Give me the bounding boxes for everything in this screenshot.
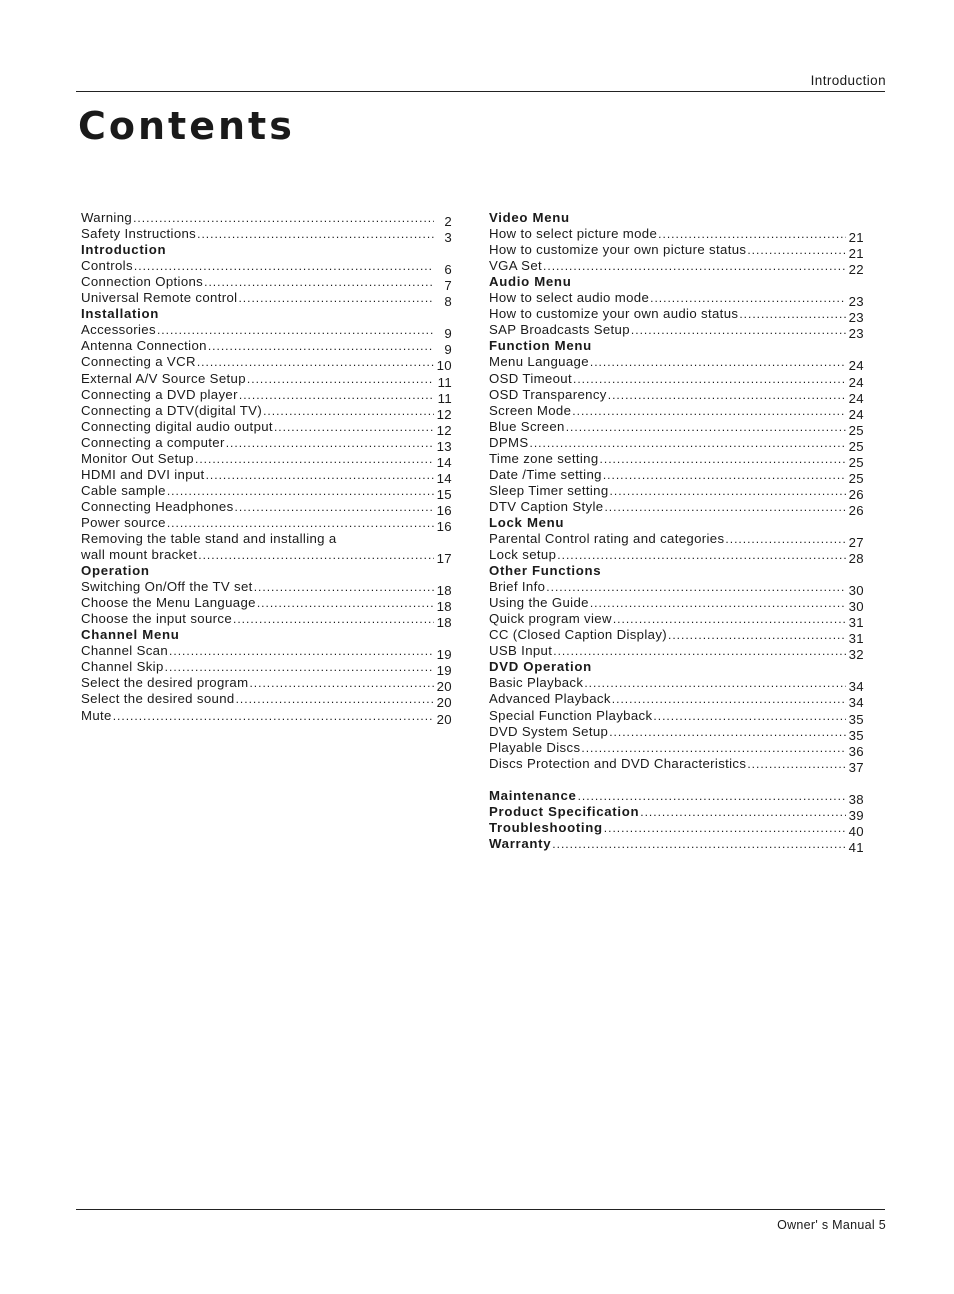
toc-entry[interactable]	[81, 418, 452, 438]
toc-entry-label: OSD Timeout	[489, 370, 572, 386]
toc-entry-label: Channel Skip	[81, 659, 164, 675]
toc-entry-label: DPMS	[489, 434, 529, 450]
toc-page-number: 12	[436, 406, 452, 422]
toc-section-heading	[489, 659, 864, 675]
toc-entry-label: Product Specification	[489, 803, 640, 819]
toc-dot-leader	[725, 533, 846, 547]
toc-entry-label: How to customize your own audio status	[489, 306, 739, 322]
toc-entry[interactable]	[81, 386, 452, 406]
toc-dot-leader	[653, 710, 846, 724]
toc-dot-leader	[581, 742, 846, 756]
toc-dot-leader	[198, 549, 434, 563]
toc-entry-label: Switching On/Off the TV set	[81, 579, 253, 595]
toc-page-number: 7	[444, 278, 452, 294]
toc-page-number: 30	[848, 599, 864, 615]
toc-entry-label: Monitor Out Setup	[81, 450, 194, 466]
toc-entry[interactable]	[489, 627, 864, 647]
toc-entry-label: SAP Broadcasts Setup	[489, 322, 630, 338]
toc-entry[interactable]	[489, 723, 864, 743]
toc-entry-label: Blue Screen	[489, 418, 565, 434]
toc-dot-leader	[169, 645, 434, 659]
toc-entry[interactable]	[489, 803, 864, 823]
toc-entry[interactable]	[489, 354, 864, 374]
toc-entry[interactable]	[489, 643, 864, 663]
toc-entry-label: Maintenance	[489, 787, 577, 803]
toc-entry-label: Lock setup	[489, 547, 557, 563]
toc-entry-label: HDMI and DVI input	[81, 466, 205, 482]
toc-spacer	[489, 772, 864, 788]
toc-entry-label: Power source	[81, 514, 166, 530]
toc-dot-leader	[133, 212, 434, 226]
toc-dot-leader	[600, 453, 846, 467]
toc-entry-label: Warranty	[489, 835, 552, 851]
toc-entry[interactable]	[81, 643, 452, 663]
toc-dot-leader	[590, 597, 846, 611]
toc-section-label: Introduction	[81, 242, 167, 258]
toc-page-number: 2	[444, 214, 452, 230]
toc-page-number: 23	[848, 294, 864, 310]
toc-entry-label: Connecting a computer	[81, 434, 225, 450]
toc-entry[interactable]	[81, 659, 452, 679]
toc-dot-leader	[613, 613, 846, 627]
toc-page-number: 19	[436, 647, 452, 663]
toc-entry-label: Discs Protection and DVD Characteristics	[489, 755, 747, 771]
toc-entry-label: Advanced Playback	[489, 691, 611, 707]
toc-entry[interactable]	[489, 226, 864, 246]
toc-entry-label: Brief Info	[489, 579, 546, 595]
toc-entry-label: How to select picture mode	[489, 226, 658, 242]
toc-dot-leader	[590, 356, 846, 370]
toc-entry[interactable]	[81, 611, 452, 631]
toc-dot-leader	[263, 405, 434, 419]
toc-page-number: 3	[444, 230, 452, 246]
toc-dot-leader	[553, 645, 846, 659]
toc-page-number: 12	[436, 422, 452, 438]
toc-page-number: 20	[436, 711, 452, 727]
toc-page-number: 9	[444, 326, 452, 342]
toc-page-number: 26	[848, 486, 864, 502]
toc-entry-label: Quick program view	[489, 611, 612, 627]
toc-entry[interactable]	[489, 691, 864, 711]
toc-page-number: 18	[436, 583, 452, 599]
toc-entry[interactable]	[489, 386, 864, 406]
toc-section-heading	[489, 338, 864, 354]
toc-section-heading	[489, 210, 864, 226]
running-header: Introduction	[810, 73, 886, 88]
toc-dot-leader	[573, 373, 846, 387]
toc-entry[interactable]	[489, 579, 864, 599]
toc-entry[interactable]	[489, 835, 864, 855]
toc-dot-leader	[134, 260, 434, 274]
toc-entry[interactable]	[81, 482, 452, 502]
toc-page-number: 14	[436, 454, 452, 470]
toc-entry-label: Select the desired program	[81, 675, 249, 691]
toc-dot-leader	[739, 308, 846, 322]
toc-entry-label: Removing the table stand and installing a	[81, 530, 337, 546]
toc-entry-label: OSD Transparency	[489, 386, 607, 402]
toc-dot-leader	[578, 790, 846, 804]
toc-entry-label: Screen Mode	[489, 402, 572, 418]
toc-dot-leader	[195, 453, 434, 467]
toc-section-heading	[81, 306, 452, 322]
toc-dot-leader	[604, 822, 846, 836]
toc-dot-leader	[239, 389, 434, 403]
toc-entry-label: Basic Playback	[489, 675, 584, 691]
toc-dot-leader	[572, 405, 846, 419]
toc-page-number: 27	[848, 534, 864, 550]
toc-section-heading	[81, 242, 452, 258]
toc-entry[interactable]	[489, 258, 864, 278]
toc-entry-label: Antenna Connection	[81, 338, 207, 354]
toc-dot-leader	[668, 629, 846, 643]
toc-section-label: Audio Menu	[489, 274, 572, 290]
toc-dot-leader	[604, 501, 846, 515]
toc-entry[interactable]	[81, 338, 452, 358]
toc-dot-leader	[157, 324, 434, 338]
toc-dot-leader	[640, 806, 846, 820]
toc-entry[interactable]	[489, 739, 864, 759]
toc-entry-continued	[81, 531, 452, 547]
toc-page-number: 25	[848, 470, 864, 486]
toc-entry-label: VGA Set	[489, 258, 543, 274]
toc-entry-label: Connecting Headphones	[81, 498, 234, 514]
toc-entry[interactable]	[489, 675, 864, 695]
toc-dot-leader	[608, 389, 846, 403]
toc-entry[interactable]	[489, 322, 864, 342]
toc-dot-leader	[197, 356, 434, 370]
toc-section-label: Video Menu	[489, 210, 570, 226]
toc-page-number: 31	[848, 615, 864, 631]
toc-dot-leader	[235, 501, 434, 515]
toc-entry-label: Using the Guide	[489, 595, 589, 611]
toc-page-number: 38	[848, 791, 864, 807]
toc-entry[interactable]	[81, 210, 452, 230]
toc-section-heading	[81, 563, 452, 579]
toc-dot-leader	[274, 421, 434, 435]
toc-dot-leader	[546, 581, 846, 595]
toc-page-number: 21	[848, 230, 864, 246]
toc-entry-label: Mute	[81, 707, 112, 723]
toc-dot-leader	[236, 693, 434, 707]
footer-page-label: Owner' s Manual 5	[777, 1218, 886, 1232]
toc-entry-label: Choose the input source	[81, 611, 233, 627]
toc-section-label: Installation	[81, 306, 160, 322]
toc-dot-leader	[233, 613, 434, 627]
toc-section-label: Other Functions	[489, 563, 602, 579]
toc-dot-leader	[167, 517, 434, 531]
toc-page-number: 16	[436, 502, 452, 518]
toc-section-heading	[489, 515, 864, 531]
toc-page-number: 24	[848, 358, 864, 374]
toc-section-label: DVD Operation	[489, 659, 592, 675]
toc-dot-leader	[650, 292, 846, 306]
toc-entry-label: Special Function Playback	[489, 707, 653, 723]
toc-entry[interactable]	[81, 226, 452, 246]
toc-dot-leader	[747, 758, 846, 772]
toc-entry[interactable]	[489, 530, 864, 550]
toc-page-number: 34	[848, 695, 864, 711]
toc-entry[interactable]	[81, 370, 452, 390]
toc-entry[interactable]	[81, 675, 452, 695]
toc-page-number: 22	[848, 262, 864, 278]
toc-entry-label: Cable sample	[81, 482, 166, 498]
toc-entry[interactable]	[489, 482, 864, 502]
toc-page-number: 35	[848, 727, 864, 743]
toc-entry[interactable]	[81, 402, 452, 422]
toc-page-number: 25	[848, 454, 864, 470]
toc-entry[interactable]	[489, 402, 864, 422]
toc-entry[interactable]	[489, 242, 864, 262]
toc-page-number: 30	[848, 583, 864, 599]
toc-page-number: 10	[436, 358, 452, 374]
toc-right-column	[489, 210, 864, 855]
toc-page-number: 28	[848, 551, 864, 567]
toc-entry-label: Parental Control rating and categories	[489, 530, 725, 546]
toc-entry-label: Connecting digital audio output	[81, 418, 273, 434]
toc-entry[interactable]	[81, 466, 452, 486]
toc-page-number: 11	[437, 374, 452, 390]
toc-entry[interactable]	[81, 322, 452, 342]
toc-section-label: Function Menu	[489, 338, 592, 354]
toc-dot-leader	[254, 581, 434, 595]
toc-page-number: 40	[848, 823, 864, 839]
toc-page-number: 34	[848, 679, 864, 695]
toc-entry-label: Select the desired sound	[81, 691, 235, 707]
toc-page-number: 36	[848, 743, 864, 759]
toc-page-number: 18	[436, 615, 452, 631]
footer-rule	[76, 1209, 885, 1210]
toc-entry[interactable]	[81, 274, 452, 294]
toc-page-number: 16	[436, 518, 452, 534]
toc-entry[interactable]	[81, 514, 452, 534]
toc-page-number: 6	[444, 262, 452, 278]
toc-section-label: Operation	[81, 563, 150, 579]
toc-dot-leader	[747, 244, 846, 258]
toc-dot-leader	[658, 228, 846, 242]
toc-entry[interactable]	[489, 755, 864, 775]
toc-entry-label: DTV Caption Style	[489, 498, 604, 514]
toc-page-number: 20	[436, 695, 452, 711]
toc-entry[interactable]	[489, 611, 864, 631]
toc-entry-label: Channel Scan	[81, 643, 169, 659]
toc-entry-label: Connecting a DTV(digital TV)	[81, 402, 263, 418]
toc-entry-label: Sleep Timer setting	[489, 482, 609, 498]
toc-dot-leader	[257, 597, 434, 611]
toc-dot-leader	[609, 726, 846, 740]
page-title: Contents	[78, 104, 295, 148]
toc-entry-label: Date /Time setting	[489, 466, 602, 482]
toc-dot-leader	[165, 661, 434, 675]
toc-entry[interactable]	[489, 290, 864, 310]
toc-entry-label: Connecting a DVD player	[81, 386, 238, 402]
toc-dot-leader	[610, 485, 846, 499]
toc-page-number: 9	[444, 342, 452, 358]
toc-entry[interactable]	[489, 595, 864, 615]
toc-entry-label: How to customize your own picture status	[489, 242, 747, 258]
toc-page-number: 18	[436, 599, 452, 615]
toc-entry[interactable]	[81, 434, 452, 454]
toc-entry[interactable]	[489, 370, 864, 390]
toc-page-number: 21	[848, 246, 864, 262]
toc-entry-label: Accessories	[81, 322, 156, 338]
toc-entry-label: Controls	[81, 258, 133, 274]
toc-section-heading	[489, 563, 864, 579]
toc-left-column	[81, 210, 452, 727]
toc-entry-label: How to select audio mode	[489, 290, 650, 306]
toc-entry[interactable]	[81, 691, 452, 711]
toc-entry[interactable]	[489, 418, 864, 438]
toc-entry-label: Menu Language	[489, 354, 589, 370]
toc-page-number: 24	[848, 390, 864, 406]
toc-page-number: 41	[848, 839, 864, 855]
toc-dot-leader	[612, 693, 846, 707]
toc-dot-leader	[249, 677, 434, 691]
toc-dot-leader	[543, 260, 846, 274]
toc-entry[interactable]	[81, 498, 452, 518]
toc-entry-label: Connecting a VCR	[81, 354, 196, 370]
toc-entry[interactable]	[81, 707, 452, 727]
toc-entry[interactable]	[489, 787, 864, 807]
toc-entry-label: USB Input	[489, 643, 553, 659]
toc-dot-leader	[631, 324, 846, 338]
toc-entry-label: Universal Remote control	[81, 290, 238, 306]
toc-entry-label: Warning	[81, 210, 133, 226]
toc-page-number: 23	[848, 310, 864, 326]
toc-page-number: 37	[848, 759, 864, 775]
toc-page-number: 20	[436, 679, 452, 695]
toc-page-number: 39	[848, 807, 864, 823]
toc-entry[interactable]	[81, 450, 452, 470]
toc-page-number: 23	[848, 326, 864, 342]
toc-dot-leader	[584, 677, 846, 691]
toc-entry[interactable]	[489, 498, 864, 518]
toc-entry-label: Connection Options	[81, 274, 204, 290]
toc-page-number: 8	[444, 294, 452, 310]
toc-dot-leader	[208, 340, 434, 354]
toc-dot-leader	[238, 292, 434, 306]
toc-entry[interactable]	[489, 819, 864, 839]
toc-page-number: 24	[848, 374, 864, 390]
toc-entry[interactable]	[489, 547, 864, 567]
toc-dot-leader	[113, 710, 434, 724]
toc-entry[interactable]	[81, 258, 452, 278]
toc-entry-label: wall mount bracket	[81, 547, 198, 563]
toc-page-number: 25	[848, 438, 864, 454]
toc-entry-label: Playable Discs	[489, 739, 581, 755]
toc-page-number: 13	[436, 438, 452, 454]
toc-dot-leader	[206, 469, 434, 483]
toc-page-number: 31	[848, 631, 864, 647]
toc-entry-label: Troubleshooting	[489, 819, 603, 835]
toc-entry[interactable]	[489, 707, 864, 727]
toc-dot-leader	[226, 437, 434, 451]
toc-entry-label: Safety Instructions	[81, 226, 197, 242]
toc-entry[interactable]	[81, 354, 452, 374]
toc-entry-label: External A/V Source Setup	[81, 370, 246, 386]
header-rule	[76, 91, 885, 92]
toc-dot-leader	[566, 421, 846, 435]
toc-dot-leader	[197, 228, 434, 242]
toc-page-number: 11	[437, 390, 452, 406]
toc-entry[interactable]	[489, 450, 864, 470]
toc-entry[interactable]	[81, 547, 452, 567]
toc-section-heading	[489, 274, 864, 290]
toc-page-number: 17	[436, 551, 452, 567]
toc-section-label: Lock Menu	[489, 514, 565, 530]
toc-dot-leader	[530, 437, 846, 451]
toc-entry[interactable]	[489, 306, 864, 326]
toc-entry[interactable]	[81, 595, 452, 615]
toc-dot-leader	[552, 838, 846, 852]
toc-section-heading	[81, 627, 452, 643]
toc-page-number: 32	[848, 647, 864, 663]
toc-entry-label: Choose the Menu Language	[81, 595, 256, 611]
toc-entry[interactable]	[489, 434, 864, 454]
toc-page-number: 19	[436, 663, 452, 679]
toc-page-number: 15	[436, 486, 452, 502]
toc-entry-label: Time zone setting	[489, 450, 599, 466]
toc-page-number: 14	[436, 470, 452, 486]
toc-page-number: 26	[848, 502, 864, 518]
toc-dot-leader	[557, 549, 846, 563]
toc-page-number: 35	[848, 711, 864, 727]
toc-dot-leader	[204, 276, 434, 290]
toc-page-number: 24	[848, 406, 864, 422]
toc-page-number: 25	[848, 422, 864, 438]
toc-entry[interactable]	[489, 466, 864, 486]
toc-dot-leader	[167, 485, 434, 499]
toc-dot-leader	[247, 373, 434, 387]
toc-dot-leader	[603, 469, 846, 483]
toc-section-label: Channel Menu	[81, 627, 180, 643]
toc-entry[interactable]	[81, 579, 452, 599]
toc-entry[interactable]	[81, 290, 452, 310]
toc-entry-label: CC (Closed Caption Display)	[489, 627, 668, 643]
toc-entry-label: DVD System Setup	[489, 723, 609, 739]
